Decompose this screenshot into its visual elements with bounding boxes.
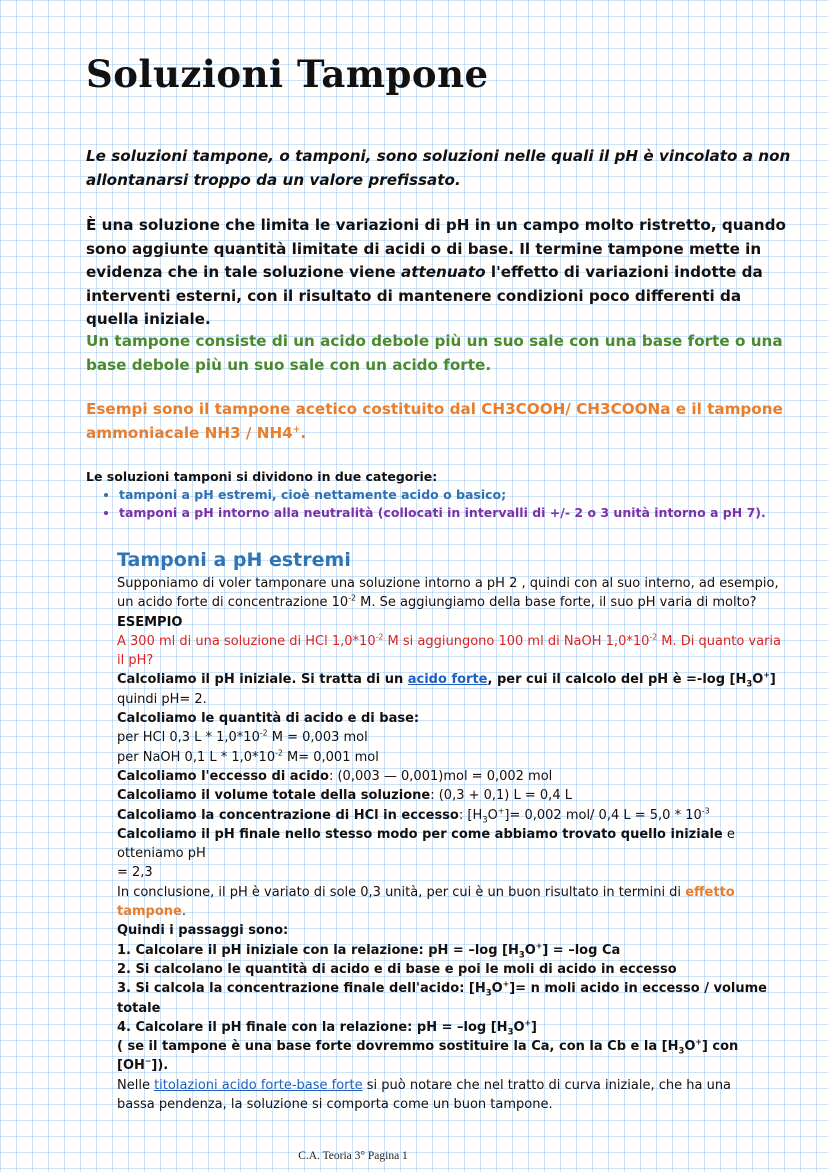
superscript: + bbox=[497, 806, 505, 816]
problem-text bbox=[117, 632, 793, 651]
text-run: ]= n moli acido in eccesso / volume totale bbox=[117, 981, 767, 1016]
conclusion-line-end bbox=[117, 902, 793, 921]
section-line bbox=[117, 593, 793, 612]
step-4 bbox=[117, 1018, 793, 1037]
superscript: + bbox=[695, 1037, 702, 1047]
subscript: 3 bbox=[485, 987, 492, 998]
text-run: . bbox=[181, 904, 186, 920]
initial-ph-line bbox=[117, 670, 793, 689]
superscript: + bbox=[535, 941, 543, 951]
conclusion-line bbox=[117, 883, 793, 902]
text-run: O bbox=[684, 1039, 696, 1055]
superscript: -3 bbox=[701, 806, 710, 816]
acido-forte-link[interactable]: acido forte bbox=[407, 672, 488, 688]
text-run: : [H bbox=[458, 807, 483, 823]
examples-sup: + bbox=[292, 424, 301, 435]
text-run: , per cui il calcolo del pH è =-log [H bbox=[487, 672, 747, 688]
total-volume-line bbox=[117, 786, 793, 805]
text-run: ] = –log Ca bbox=[542, 942, 621, 958]
text-run: ] bbox=[531, 1019, 537, 1035]
text-run: M= 0,001 mol bbox=[282, 749, 379, 765]
text-run: per HCl 0,3 L * 1,0*10 bbox=[117, 730, 260, 746]
text-run: O bbox=[487, 807, 498, 823]
text-run: per NaOH 0,1 L * 1,0*10 bbox=[117, 749, 276, 765]
text-run: M. Se aggiungiamo della base forte, il suo pH varia di molto? bbox=[356, 595, 757, 611]
categories-block bbox=[86, 468, 806, 522]
text-run: 4. Calcolare il pH finale con la relazione: pH = –log [H bbox=[117, 1019, 508, 1035]
text-run: un acido forte di concentrazione 10 bbox=[117, 595, 349, 611]
text-run: : (0,003 — 0,001)mol = 0,002 mol bbox=[328, 768, 553, 784]
text-run: ( se il tampone è una base forte dovremmo sostituire la Ca, con la Cb e la [H bbox=[117, 1039, 679, 1055]
problem-text-end: il pH? bbox=[117, 653, 154, 669]
categories-list bbox=[86, 486, 806, 522]
final-ph-result: = 2,3 bbox=[117, 865, 153, 881]
superscript: -2 bbox=[275, 748, 283, 758]
naoh-quantity bbox=[117, 748, 793, 767]
subscript: 3 bbox=[746, 679, 753, 690]
text-run: Calcoliamo il pH finale nello stesso modo per come abbiamo trovato quello iniziale bbox=[117, 826, 723, 842]
superscript: + bbox=[502, 979, 510, 989]
section-extreme-ph bbox=[117, 548, 793, 1114]
text-run: Calcoliamo il pH iniziale. Si tratta di un bbox=[117, 672, 408, 688]
text-run: Nelle bbox=[117, 1077, 155, 1093]
hcl-quantity bbox=[117, 728, 793, 747]
text-run: si può notare che nel tratto di curva iniziale, che ha una bbox=[362, 1077, 732, 1093]
page-title: Soluzioni Tampone bbox=[86, 52, 489, 96]
examples-paragraph bbox=[86, 398, 792, 445]
text-run: ] bbox=[769, 672, 776, 688]
quantities-heading: Calcoliamo le quantità di acido e di base: bbox=[117, 711, 420, 727]
definition-emphasis: attenuato bbox=[400, 263, 486, 281]
text-run: O bbox=[752, 672, 764, 688]
composition-paragraph: Un tampone consiste di un acido debole più un suo sale con una base forte o una base debole più un suo sale con un acido forte. bbox=[86, 332, 783, 374]
titration-line bbox=[117, 1076, 793, 1095]
titration-line-end: bassa pendenza, la soluzione si comporta come un buon tampone. bbox=[117, 1097, 553, 1113]
categories-heading: Le soluzioni tamponi si dividono in due categorie: bbox=[86, 469, 438, 484]
superscript: + bbox=[524, 1018, 532, 1028]
subscript: 3 bbox=[518, 949, 525, 960]
text-run: ]). bbox=[151, 1058, 169, 1074]
intro-paragraph: Le soluzioni tampone, o tamponi, sono soluzioni nelle quali il pH è vincolato a non allontanarsi troppo da un valore prefissato. bbox=[86, 147, 791, 189]
text-run: O bbox=[491, 981, 503, 997]
text-run: 1. Calcolare il pH iniziale con la relazione: pH = –log [H bbox=[117, 942, 519, 958]
examples-text: Esempi sono il tampone acetico costituito dal CH3COOH/ CH3COONa e il tampone ammoniacale NH3 / NH4 bbox=[86, 400, 783, 442]
esempio-label: ESEMPIO bbox=[117, 614, 183, 630]
category-item-extreme: • tamponi a pH estremi, cioè nettamente acido o basico; bbox=[119, 486, 806, 504]
subscript: 3 bbox=[507, 1026, 514, 1037]
superscript: -2 bbox=[649, 632, 658, 642]
concentration-line bbox=[117, 806, 793, 825]
category-item-neutral: • tamponi a pH intorno alla neutralità (collocati in intervalli di +/- 2 o 3 unità intorno a pH 7). bbox=[119, 504, 806, 522]
definition-paragraph bbox=[86, 214, 792, 332]
text-run: Calcoliamo la concentrazione di HCl in eccesso bbox=[117, 807, 459, 823]
step-2: 2. Si calcolano le quantità di acido e di base e poi le moli di acido in eccesso bbox=[117, 961, 677, 977]
initial-ph-result: quindi pH= 2. bbox=[117, 691, 207, 707]
definition-text-1: È una soluzione che limita le variazioni di pH in un campo molto ristretto, quando sono aggiunte quantità limitate di acidi o di base. Il termine tampone mette in evidenza che in tale soluzione viene bbox=[86, 216, 786, 281]
section-line: Supponiamo di voler tamponare una soluzione intorno a pH 2 , quindi con al suo interno, ad esempio, bbox=[117, 576, 779, 591]
highlight-text: effetto bbox=[685, 884, 735, 900]
text-run: Calcoliamo l'eccesso di acido bbox=[117, 768, 329, 784]
base-note bbox=[117, 1037, 793, 1076]
superscript: − bbox=[144, 1057, 152, 1067]
text-run: : (0,3 + 0,1) L = 0,4 L bbox=[430, 788, 572, 804]
text-run: M si aggiungono 100 ml di NaOH 1,0*10 bbox=[383, 633, 650, 649]
page-footer: C.A. Teoria 3° Pagina 1 bbox=[298, 1150, 408, 1162]
highlight-text: tampone bbox=[117, 904, 182, 920]
text-run: O bbox=[513, 1019, 525, 1035]
superscript: -2 bbox=[375, 632, 384, 642]
subscript: 3 bbox=[678, 1045, 685, 1056]
text-run: O bbox=[524, 942, 536, 958]
section-heading: Tamponi a pH estremi bbox=[117, 549, 351, 571]
superscript: -2 bbox=[259, 729, 268, 739]
step-1 bbox=[117, 941, 793, 960]
final-ph-line bbox=[117, 825, 793, 864]
text-run: Calcoliamo il volume totale della soluzione bbox=[117, 788, 431, 804]
text-run: A 300 ml di una soluzione di HCl 1,0*10 bbox=[117, 633, 376, 649]
titolazioni-link[interactable]: titolazioni acido forte-base forte bbox=[154, 1077, 363, 1093]
superscript: -2 bbox=[348, 593, 356, 603]
definition-text-2: l'effetto di variazioni indotte da interventi esterni, con il risultato di mantenere condizioni poco differenti da quella iniziale. bbox=[86, 263, 763, 328]
text-run: ] con [OH bbox=[117, 1039, 739, 1074]
steps-heading: Quindi i passaggi sono: bbox=[117, 923, 289, 939]
examples-end: . bbox=[300, 423, 307, 442]
text-run: M. Di quanto varia bbox=[657, 633, 782, 649]
step-3 bbox=[117, 979, 793, 1018]
text-run: e otteniamo pH bbox=[117, 826, 735, 862]
subscript: 3 bbox=[482, 814, 488, 825]
text-run: In conclusione, il pH è variato di sole 0,3 unità, per cui è un buon risultato in termini di bbox=[117, 884, 686, 900]
text-run: 3. Si calcola la concentrazione finale dell'acido: [H bbox=[117, 981, 486, 997]
superscript: + bbox=[763, 671, 770, 681]
text-run: ]= 0,002 mol/ 0,4 L = 5,0 * 10 bbox=[504, 807, 702, 823]
text-run: M = 0,003 mol bbox=[267, 730, 368, 746]
excess-acid-line bbox=[117, 767, 793, 786]
